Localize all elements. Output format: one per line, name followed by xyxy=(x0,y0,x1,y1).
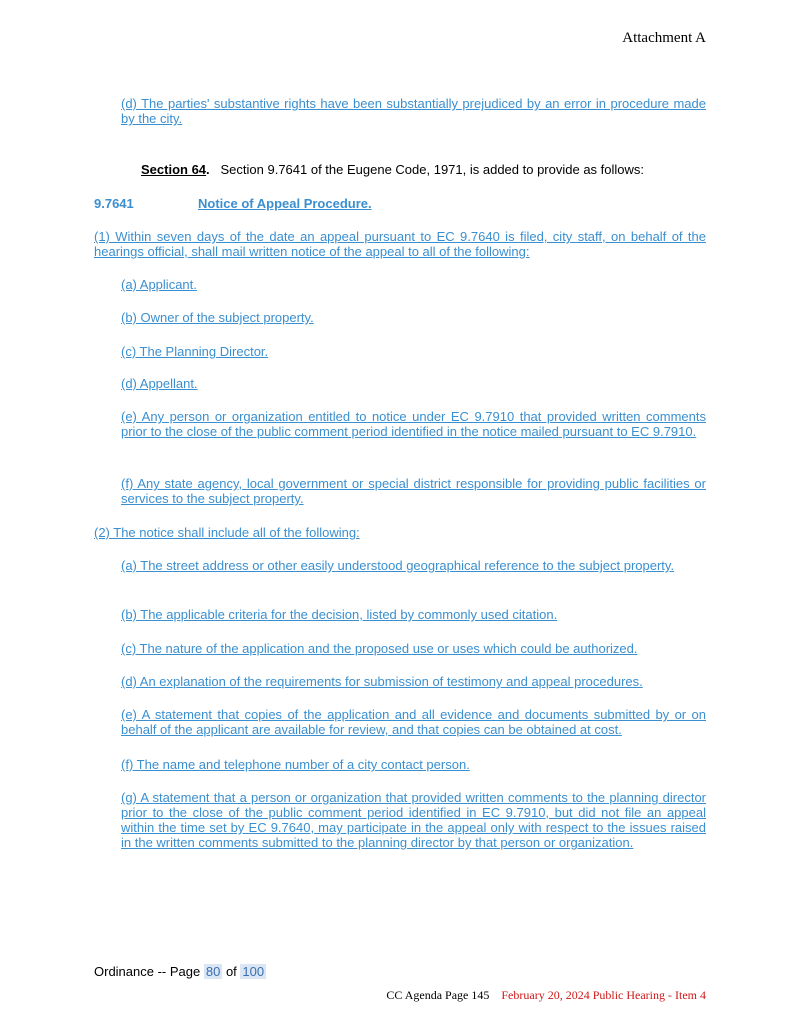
para2-item-d: (d) An explanation of the requirements for submission of testimony and appeal procedures. xyxy=(121,674,643,689)
section-intro: Section 64. Section 9.7641 of the Eugene Code, 1971, is added to provide as follows: xyxy=(141,162,645,177)
para2-item-f: (f) The name and telephone number of a city contact person. xyxy=(121,757,470,772)
code-heading xyxy=(94,196,372,211)
para2-item-e: (e) A statement that copies of the application and all evidence and documents submitted by or on behalf of the applicant are available for review, and that copies can be obtained at cost. xyxy=(121,707,706,737)
heading-title: Notice of Appeal Procedure. xyxy=(198,196,372,211)
para1-item-d: (d) Appellant. xyxy=(121,376,198,391)
page-number: 80 xyxy=(205,964,221,979)
section-text: Section 9.7641 of the Eugene Code, 1971, is added to provide as follows: xyxy=(220,162,645,177)
para2-item-b: (b) The applicable criteria for the decision, listed by commonly used citation. xyxy=(121,607,558,622)
para2-item-a: (a) The street address or other easily understood geographical reference to the subject property. xyxy=(121,558,675,573)
page-total: 100 xyxy=(242,964,265,979)
section-label: Section 64 xyxy=(141,162,207,177)
attachment-label: Attachment A xyxy=(622,30,706,46)
para2-item-g: (g) A statement that a person or organization that provided written comments to the planning director prior to the close of the public comment period identified in EC 9.7910, but did not file an appeal within the time set by EC 9.7640, may participate in the appeal only with respect to the issues raised in the written comments submitted to the planning director by that person or organization. xyxy=(121,790,706,850)
paragraph-2: (2) The notice shall include all of the following: xyxy=(94,525,360,540)
page-footer xyxy=(94,964,266,979)
hearing-label: February 20, 2024 Public Hearing - Item 4 xyxy=(501,988,706,1002)
of-label: of xyxy=(225,964,237,979)
para1-item-f: (f) Any state agency, local government or special district responsible for providing public facilities or services to the subject property. xyxy=(121,476,706,506)
para1-item-b: (b) Owner of the subject property. xyxy=(121,310,314,325)
heading-number: 9.7641 xyxy=(94,196,134,211)
paragraph-1: (1) Within seven days of the date an appeal pursuant to EC 9.7640 is filed, city staff, on behalf of the hearings official, shall mail written notice of the appeal to all of the following: xyxy=(94,229,706,259)
para1-item-c: (c) The Planning Director. xyxy=(121,344,269,359)
ordinance-label: Ordinance -- Page xyxy=(94,964,201,979)
agenda-footer xyxy=(386,988,706,1003)
para1-item-a: (a) Applicant. xyxy=(121,277,197,292)
prior-item-d: (d) The parties' substantive rights have been substantially prejudiced by an error in procedure made by the city. xyxy=(121,96,706,126)
para1-item-e: (e) Any person or organization entitled to notice under EC 9.7910 that provided written comments prior to the close of the public comment period identified in the notice mailed pursuant to EC 9.7910. xyxy=(121,409,706,439)
agenda-page: CC Agenda Page 145 xyxy=(386,988,490,1002)
para2-item-c: (c) The nature of the application and the proposed use or uses which could be authorized. xyxy=(121,641,638,656)
